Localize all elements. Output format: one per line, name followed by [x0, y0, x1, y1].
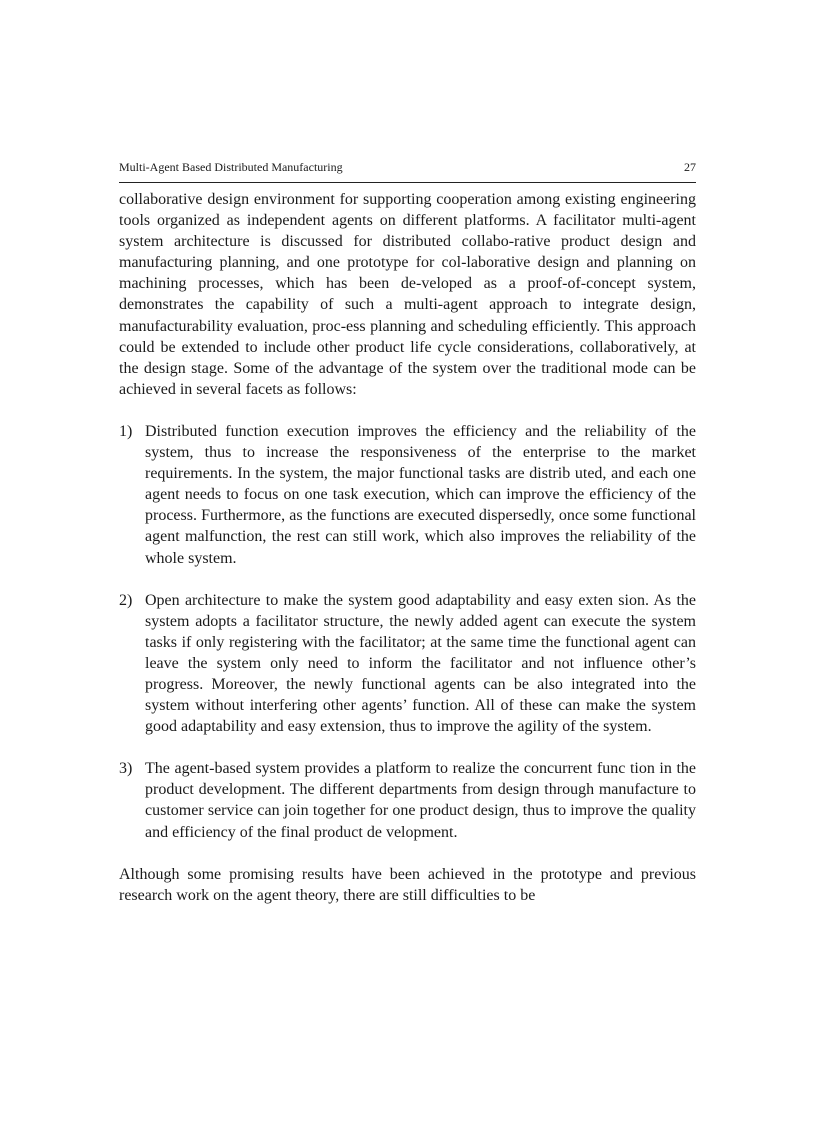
- intro-paragraph: collaborative design environment for supporting cooperation among existing engineering tools organized as independent agents on different platforms. A facilitator multi-agent system architecture is discussed for distributed collabo-rative product design and manufacturing planning, and one prototype for col-laborative design and planning on machining processes, which has been de-veloped as a proof-of-concept system, demonstrates the capability of such a multi-agent approach to integrate design, manufacturability evaluation, proc-ess planning and scheduling efficiently. This approach could be extended to include other product life cycle considerations, collaboratively, at the design stage. Some of the advantage of the system over the traditional mode can be achieved in several facets as follows:: [119, 191, 696, 398]
- running-header: [119, 160, 696, 183]
- list-marker: 3): [119, 760, 133, 778]
- list-marker: 2): [119, 591, 133, 609]
- list-item-text: Distributed function execution improves the efficiency and the reliability of the system, thus to increase the responsiveness of the enterprise to the market requirements. In the system, the major functional tasks are distrib uted, and each one agent needs to focus on one task execution, which can improve the efficiency of the process. Furthermore, as the functions are executed dispersedly, once some functional agent malfunction, the rest can still work, which also improves the reliability of the whole system.: [145, 422, 696, 567]
- body-text: [119, 189, 696, 906]
- list-marker: 1): [119, 422, 133, 440]
- list-item: [119, 758, 696, 842]
- advantages-list: [119, 421, 696, 843]
- list-item-text: The agent-based system provides a platform to realize the concurrent func tion in the product development. The different departments from design through manufacture to customer service can join together for one product design, thus to improve the quality and efficiency of the final product de velopment.: [145, 760, 696, 841]
- closing-paragraph: Although some promising results have been achieved in the prototype and previous research work on the agent theory, there are still difficulties to be: [119, 865, 696, 904]
- list-item: [119, 421, 696, 569]
- list-item: [119, 590, 696, 738]
- list-item-text: Open architecture to make the system good adaptability and easy exten sion. As the system adopts a facilitator structure, the newly added agent can execute the system tasks if only registering with the facilitator; at the same time the functional agent can leave the system only need to inform the facilitator and not influence other’s progress. Moreover, the newly functional agents can be also integrated into the system without interfering other agents’ function. All of these can make the system good adaptability and easy extension, thus to improve the agility of the system.: [145, 591, 696, 736]
- running-title: Multi-Agent Based Distributed Manufacturing: [119, 160, 343, 174]
- page-number: 27: [684, 160, 696, 174]
